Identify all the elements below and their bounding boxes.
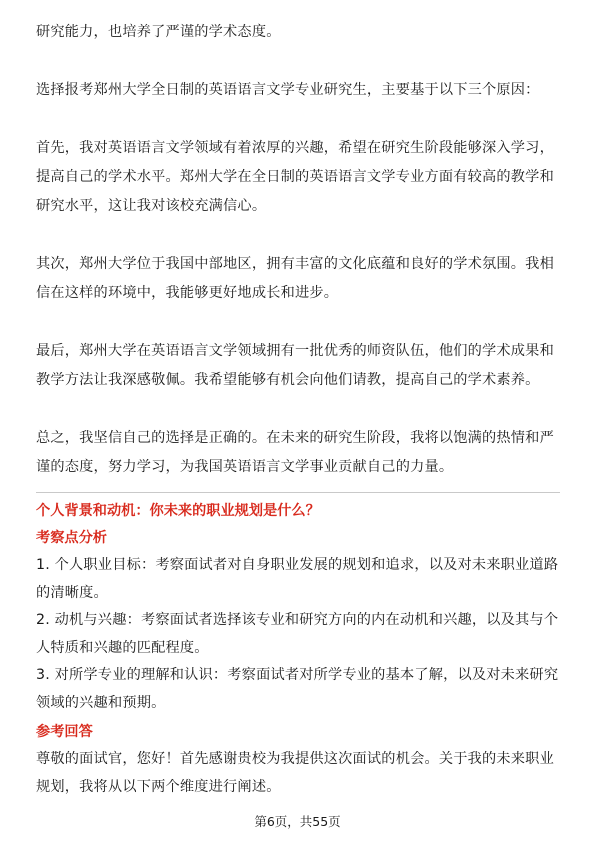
analysis-title: 考察点分析: [36, 530, 107, 546]
body-text: [36, 18, 560, 482]
paragraph-continuation: 研究能力，也培养了严谨的学术态度。: [36, 24, 281, 40]
question-heading: 个人背景和动机：你未来的职业规划是什么？: [36, 503, 320, 519]
paragraph-conclusion: 总之，我坚信自己的选择是正确的。在未来的研究生阶段，我将以饱满的热情和严谨的态度，努力学习，为我国英语语言文学事业贡献自己的力量。: [36, 430, 554, 475]
paragraph-third-reason: 最后，郑州大学在英语语言文学领域拥有一批优秀的师资队伍，他们的学术成果和教学方法让我深感敬佩。我希望能够有机会向他们请教，提高自己的学术素养。: [36, 343, 554, 388]
analysis-item: 3. 对所学专业的理解和认识：考察面试者对所学专业的基本了解，以及对未来研究领域的兴趣和预期。: [36, 667, 559, 711]
reference-answer: 尊敬的面试官，您好！首先感谢贵校为我提供这次面试的机会。关于我的未来职业规划，我将从以下两个维度进行阐述。: [36, 751, 554, 795]
section-divider: [36, 492, 560, 493]
paragraph-intro: 选择报考郑州大学全日制的英语语言文学专业研究生，主要基于以下三个原因：: [36, 82, 540, 98]
paragraph-second-reason: 其次，郑州大学位于我国中部地区，拥有丰富的文化底蕴和良好的学术氛围。我相信在这样的环境中，我能够更好地成长和进步。: [36, 256, 554, 301]
page-number: 第6页，共55页: [254, 814, 341, 829]
paragraph-first-reason: 首先，我对英语语言文学领域有着浓厚的兴趣，希望在研究生阶段能够深入学习，提高自己的学术水平。郑州大学在全日制的英语语言文学专业方面有较高的教学和研究水平，这让我对该校充满信心。: [36, 140, 554, 214]
analysis-item: 2. 动机与兴趣：考察面试者选择该专业和研究方向的内在动机和兴趣，以及其与个人特质和兴趣的匹配程度。: [36, 612, 559, 656]
analysis-item: 1. 个人职业目标：考察面试者对自身职业发展的规划和追求，以及对未来职业道路的清晰度。: [36, 557, 559, 601]
question-section: [36, 498, 560, 801]
reference-title: 参考回答: [36, 724, 93, 740]
